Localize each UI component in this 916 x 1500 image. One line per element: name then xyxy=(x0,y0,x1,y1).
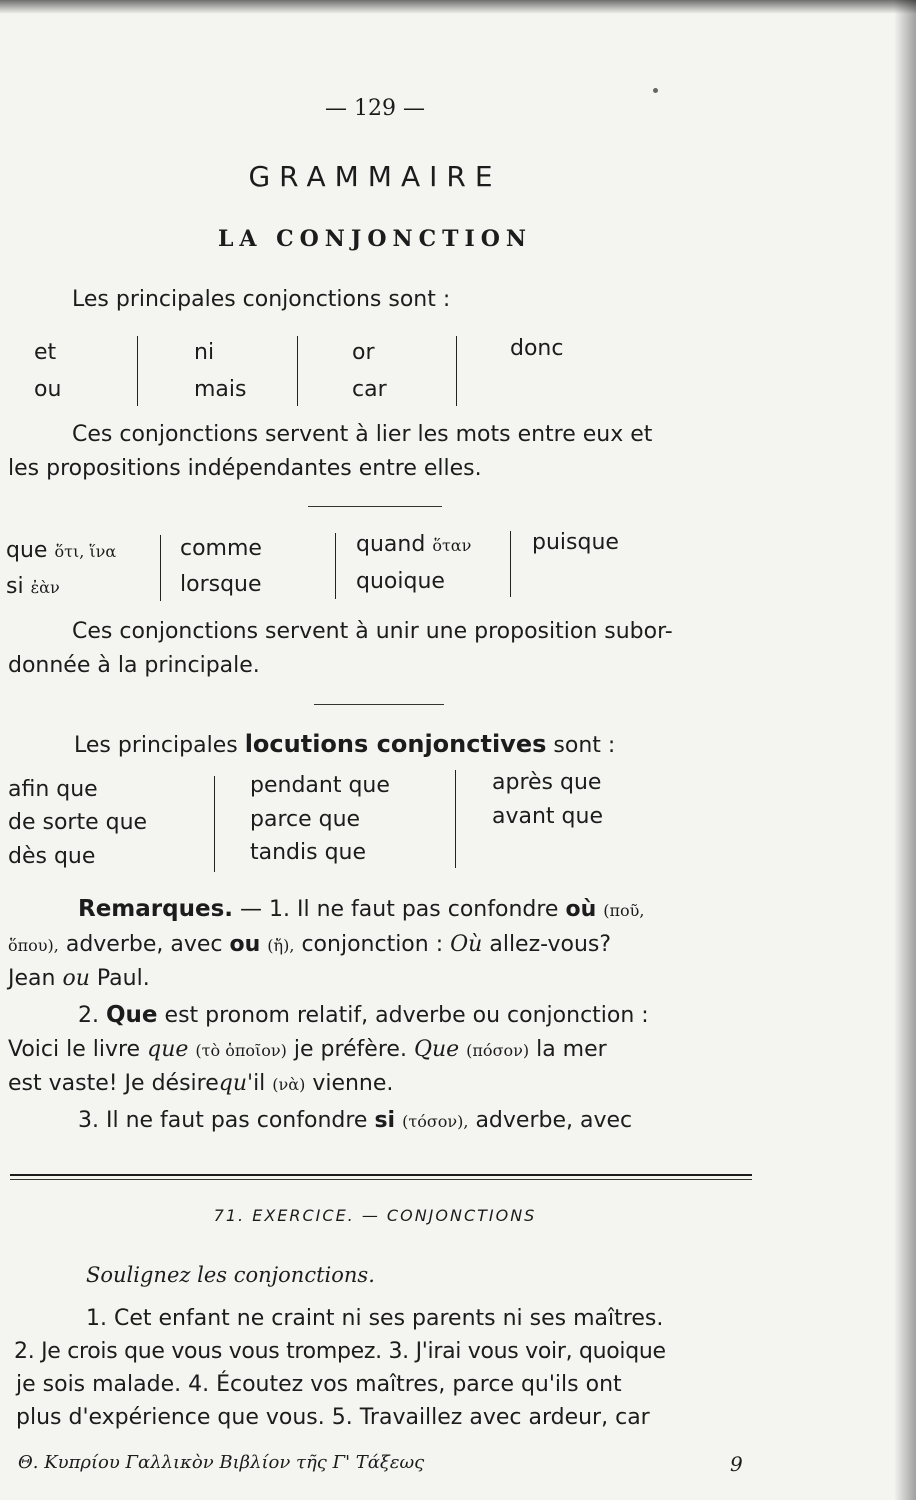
table-divider xyxy=(455,770,456,868)
remark-text: 3. Il ne faut pas confondre xyxy=(78,1108,368,1133)
coord-c3-r1: or xyxy=(352,340,375,365)
intro-part: Les principales xyxy=(74,733,238,758)
remark-text: 2. xyxy=(78,1003,99,1028)
remark-text: je préfère. xyxy=(293,1037,407,1062)
table-divider xyxy=(160,535,161,601)
remark-line-3 xyxy=(8,964,150,994)
greek-gloss: ὅπου), xyxy=(8,936,59,955)
greek-gloss: ὅταν xyxy=(432,536,472,555)
separator-rule xyxy=(314,704,444,705)
greek-gloss: (τὸ ὁποῖον) xyxy=(195,1041,287,1060)
greek-gloss: (πόσον) xyxy=(466,1041,530,1060)
remark-line-2 xyxy=(8,930,611,961)
sub-c2-r2: lorsque xyxy=(180,572,262,597)
coord-explanation-line1: Ces conjonctions servent à lier les mots entre eux et xyxy=(72,422,653,447)
sub-c2-r1: comme xyxy=(180,536,262,561)
sub-c1-r2 xyxy=(6,572,60,603)
footer-signature-line: Θ. Κυπρίου Γαλλικὸν Βιβλίον τῆς Γ' Τάξεως xyxy=(18,1452,425,1473)
example-word: ou xyxy=(62,966,90,991)
table-divider xyxy=(510,531,511,597)
remark-line-7 xyxy=(78,1106,632,1137)
remarks-label: Remarques. xyxy=(78,896,234,922)
remark-text: Voici le livre xyxy=(8,1037,141,1062)
coord-c3-r2: car xyxy=(352,377,387,402)
greek-gloss: ἐὰν xyxy=(30,578,60,597)
sub-c1-r1 xyxy=(6,536,116,567)
sub-explanation-line1: Ces conjonctions servent à unir une proposition subor- xyxy=(72,619,673,644)
greek-gloss: (τόσον), xyxy=(402,1112,469,1131)
remark-keyword: ou xyxy=(229,932,261,957)
intro-text: Les principales conjonctions sont : xyxy=(72,287,451,312)
table-divider xyxy=(214,776,215,872)
sub-c3-r2: quoique xyxy=(356,569,445,594)
loc-c2-r3: tandis que xyxy=(250,840,367,865)
remark-keyword: où xyxy=(565,897,597,922)
printer-signature-number: 9 xyxy=(730,1452,743,1476)
greek-gloss: ὅτι, ἵνα xyxy=(54,542,117,561)
remark-text: adverbe, avec xyxy=(65,932,223,957)
page-number: — 129 — xyxy=(325,96,425,121)
loc-c1-r1: afin que xyxy=(8,777,98,802)
sub-explanation-line2: donnée à la principale. xyxy=(8,653,260,678)
remark-line-5 xyxy=(8,1035,607,1066)
remark-line-1 xyxy=(78,894,644,926)
remark-text: vienne. xyxy=(312,1071,394,1096)
loc-c1-r3: dès que xyxy=(8,844,96,869)
sub-c3-r1 xyxy=(356,530,471,561)
greek-gloss: (ποῦ, xyxy=(603,901,645,920)
exercise-divider xyxy=(10,1174,752,1176)
coord-c2-r2: mais xyxy=(194,377,247,402)
sub-word: quand xyxy=(356,532,426,557)
loc-c1-r2: de sorte que xyxy=(8,810,148,835)
remark-line-6 xyxy=(8,1069,393,1100)
coord-explanation-line2: les propositions indépendantes entre elles. xyxy=(8,456,482,481)
locutions-intro xyxy=(74,729,615,761)
remark-text: Paul. xyxy=(96,966,150,991)
remark-text: est vaste! Je désire xyxy=(8,1071,219,1096)
intro-part: sont : xyxy=(553,733,616,758)
coord-c1-r2: ou xyxy=(34,377,62,402)
page-edge-right xyxy=(894,0,916,1500)
page-title: GRAMMAIRE xyxy=(248,160,502,193)
sub-c4-r1: puisque xyxy=(532,530,619,555)
separator-rule xyxy=(308,506,442,507)
remark-text: la mer xyxy=(536,1037,607,1062)
loc-c3-r1: après que xyxy=(492,770,602,795)
remark-keyword: Que xyxy=(106,1002,158,1028)
intro-emphasis: locutions conjonctives xyxy=(244,730,547,758)
coord-c4-r1: donc xyxy=(510,336,564,361)
sub-word: que xyxy=(6,538,48,563)
exercise-divider-thin xyxy=(10,1179,752,1180)
exercise-line-3: je sois malade. 4. Écoutez vos maîtres, parce qu'ils ont xyxy=(16,1372,622,1397)
exercise-title: 71. EXERCICE. — CONJONCTIONS xyxy=(213,1206,537,1225)
remark-text: Jean xyxy=(8,966,56,991)
exercise-line-2: 2. Je crois que vous vous trompez. 3. J'irai vous voir, quoique xyxy=(14,1339,666,1364)
remark-line-4 xyxy=(78,1000,649,1031)
ink-spot xyxy=(653,88,658,93)
example-word: Où xyxy=(450,932,483,957)
section-title: LA CONJONCTION xyxy=(217,226,533,252)
exercise-line-1: 1. Cet enfant ne craint ni ses parents ni ses maîtres. xyxy=(86,1306,664,1331)
greek-gloss: (ἤ), xyxy=(267,936,295,955)
remark-text: conjonction : xyxy=(301,932,444,957)
table-divider xyxy=(456,336,457,406)
loc-c2-r2: parce que xyxy=(250,807,361,832)
remark-keyword: si xyxy=(374,1108,396,1133)
greek-gloss: (νὰ) xyxy=(272,1075,306,1094)
table-divider xyxy=(335,533,336,599)
loc-c3-r2: avant que xyxy=(492,804,603,829)
example-word: que xyxy=(147,1037,189,1062)
remark-text: il xyxy=(253,1071,266,1096)
remark-text: adverbe, avec xyxy=(475,1108,633,1133)
loc-c2-r1: pendant que xyxy=(250,773,390,798)
page-edge-top xyxy=(0,0,916,14)
remark-text: allez-vous? xyxy=(489,932,612,957)
example-word: Que xyxy=(413,1037,460,1062)
sub-word: si xyxy=(6,574,24,599)
coord-c2-r1: ni xyxy=(194,340,215,365)
exercise-line-4: plus d'expérience que vous. 5. Travaillez avec ardeur, car xyxy=(16,1405,650,1430)
remark-text: est pronom relatif, adverbe ou conjonction : xyxy=(164,1003,649,1028)
exercise-instruction: Soulignez les conjonctions. xyxy=(86,1263,375,1287)
coord-c1-r1: et xyxy=(34,340,57,365)
example-word: qu' xyxy=(218,1071,254,1096)
table-divider xyxy=(137,336,138,406)
remark-text: — 1. Il ne faut pas confondre xyxy=(240,897,559,922)
table-divider xyxy=(297,336,298,406)
